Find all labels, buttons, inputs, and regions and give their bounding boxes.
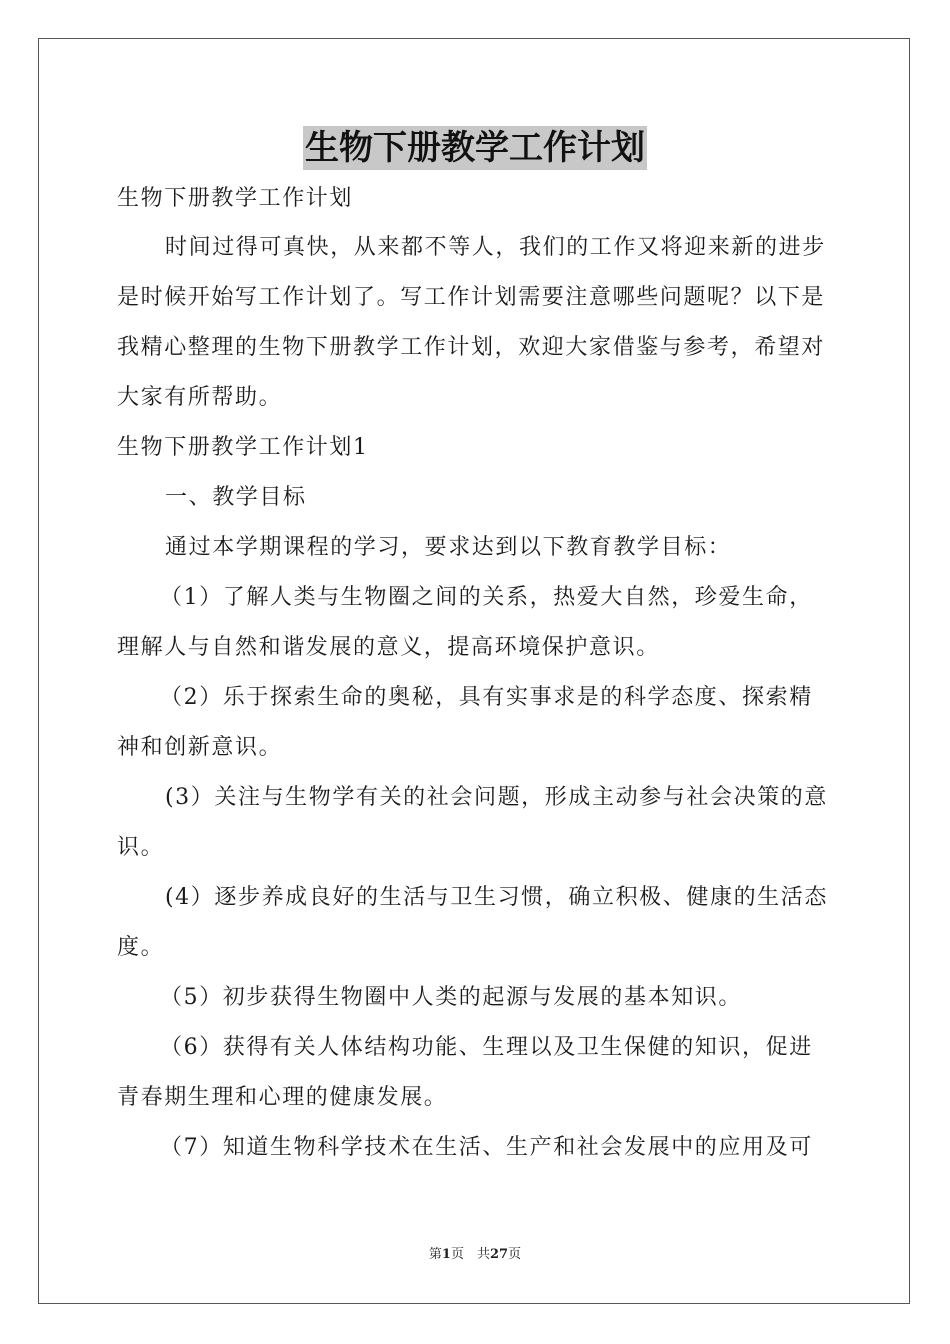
document-title <box>0 126 950 170</box>
paragraph-line: 时间过得可真快，从来都不等人，我们的工作又将迎来新的进步 <box>165 235 826 260</box>
list-item-line: (4）逐步养成良好的生活与卫生习惯，确立积极、健康的生活态 <box>165 885 828 910</box>
list-item-line: （1）了解人类与生物圈之间的关系，热爱大自然，珍爱生命， <box>160 585 813 610</box>
page-prefix: 第 <box>428 1247 442 1262</box>
list-item-line: （2）乐于探索生命的奥秘，具有实事求是的科学态度、探索精 <box>160 685 813 710</box>
list-item-line: 度。 <box>117 935 165 960</box>
subtitle-line: 生物下册教学工作计划 <box>117 186 354 211</box>
paragraph-line: 通过本学期课程的学习，要求达到以下教育教学目标： <box>165 535 732 560</box>
page-footer <box>0 1246 950 1264</box>
paragraph-line: 是时候开始写工作计划了。写工作计划需要注意哪些问题呢？以下是 <box>117 285 826 310</box>
page-suffix: 页 <box>508 1247 522 1262</box>
page-mid: 页 共 <box>450 1247 490 1262</box>
subsection-heading: 一、教学目标 <box>165 485 307 510</box>
list-item-line: (3）关注与生物学有关的社会问题，形成主动参与社会决策的意 <box>165 785 828 810</box>
page-total: 27 <box>489 1247 509 1262</box>
list-item-line: 识。 <box>117 835 165 860</box>
list-item-line: （7）知道生物科学技术在生活、生产和社会发展中的应用及可 <box>160 1135 813 1160</box>
list-item-line: （5）初步获得生物圈中人类的起源与发展的基本知识。 <box>160 985 742 1010</box>
list-item-line: 青春期生理和心理的健康发展。 <box>117 1085 448 1110</box>
list-item-line: 神和创新意识。 <box>117 735 283 760</box>
paragraph-line: 我精心整理的生物下册教学工作计划，欢迎大家借鉴与参考，希望对 <box>117 335 826 360</box>
list-item-line: （6）获得有关人体结构功能、生理以及卫生保健的知识，促进 <box>160 1035 813 1060</box>
list-item-line: 理解人与自然和谐发展的意义，提高环境保护意识。 <box>117 635 660 660</box>
section-heading: 生物下册教学工作计划1 <box>117 435 369 460</box>
paragraph-line: 大家有所帮助。 <box>117 385 283 410</box>
page-current: 1 <box>441 1247 451 1262</box>
document-title-text: 生物下册教学工作计划 <box>305 128 645 168</box>
page-border <box>38 38 910 1304</box>
